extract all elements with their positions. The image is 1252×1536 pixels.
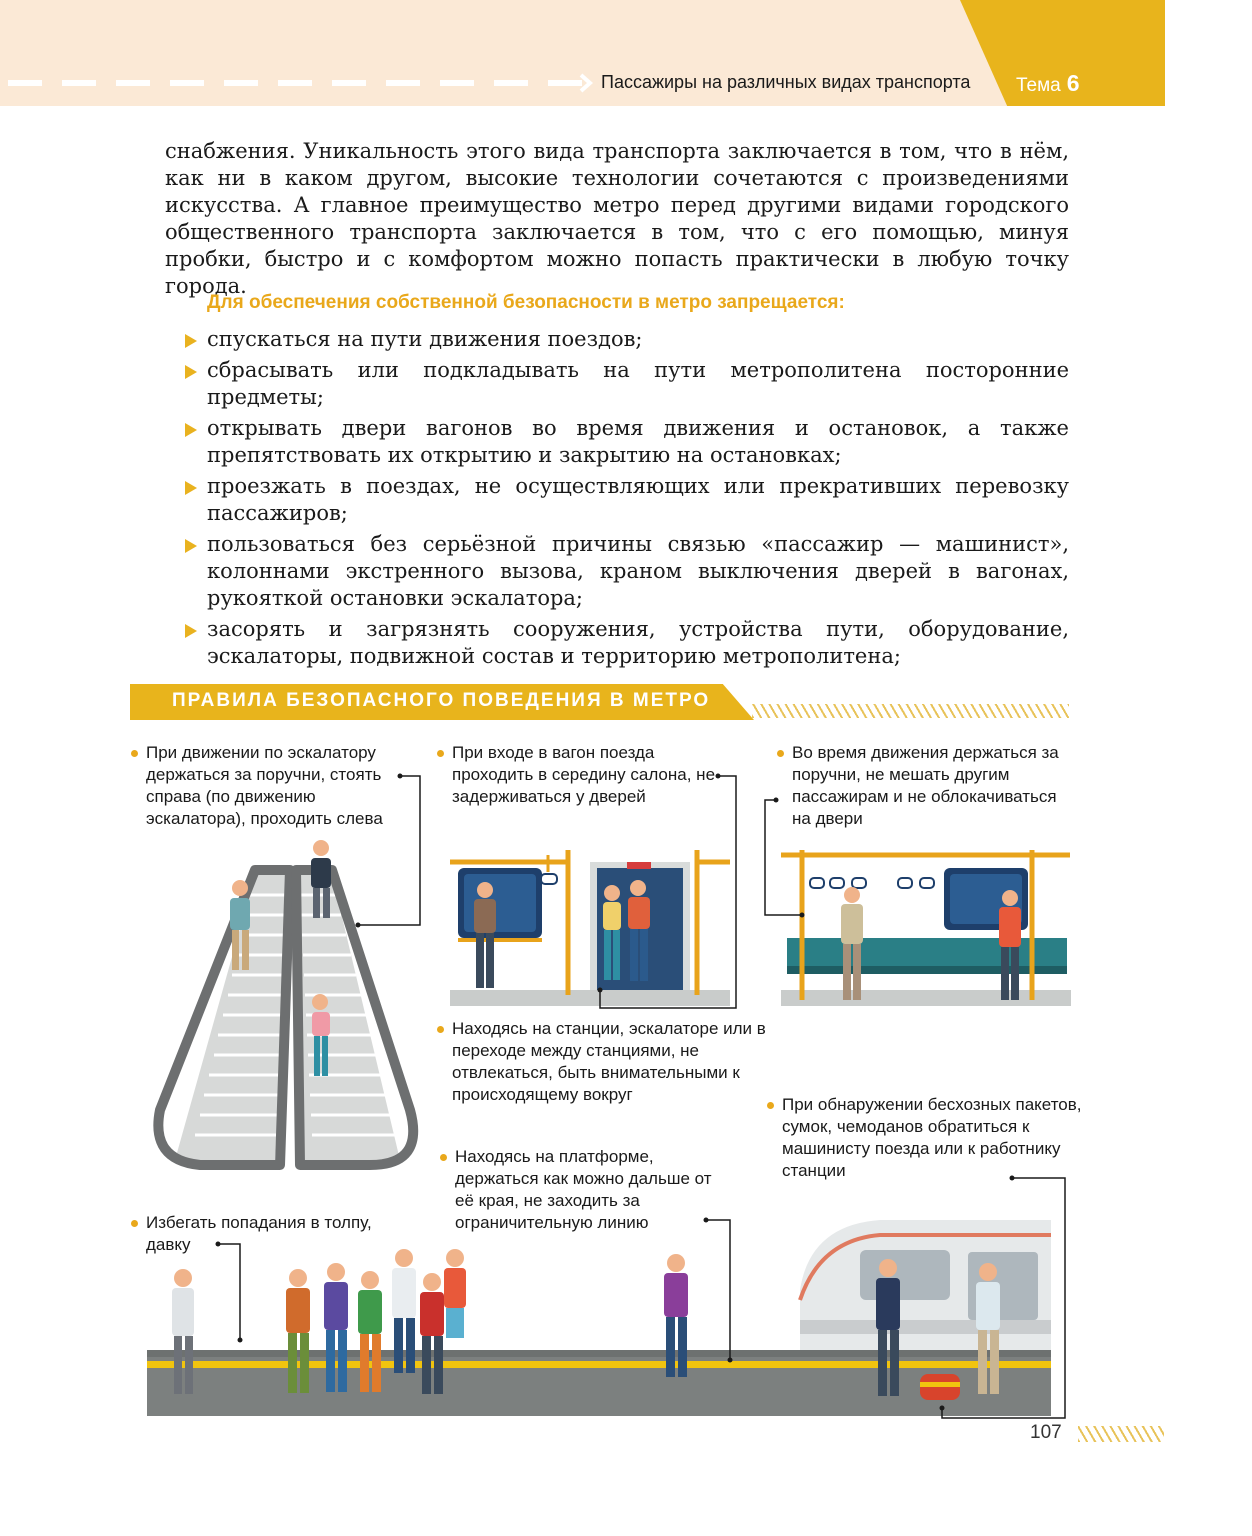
rule-entering: [452, 742, 727, 808]
rule-crowd: [146, 1212, 416, 1256]
rule-escalator: [146, 742, 416, 830]
bullet-dot-icon: [777, 750, 784, 757]
rule-text: Находясь на станции, эскалаторе или в переходе между станциями, не отвлекаться, быть внимательными к происходящему вокруг: [452, 1019, 766, 1104]
rule-text: При обнаружении бесхозных пакетов, сумок, чемоданов обратиться к машинисту поезда или к работнику станции: [782, 1095, 1082, 1180]
list-item-text: пользоваться без серьёзной причины связью «пассажир — машинист», колоннами экстренного вызова, краном выключения дверей в вагонах, рукояткой остановки эскалатора;: [207, 532, 1069, 610]
list-item-text: открывать двери вагонов во время движения и остановок, а также препятствовать их открытию и закрытию на остановках;: [207, 416, 1069, 467]
intro-text: снабжения. Уникальность этого вида транспорта заключается в том, что в нём, как ни в каком другом, высокие технологии сочетаются с произведениями искусства. А главное преимущество метро перед другими видами городского общественного транспорта заключается в том, что с его помощью, минуя пробки, быстро и с комфортом можно попасть практически в любую точку города.: [165, 139, 1069, 298]
rule-attentive: [452, 1018, 767, 1106]
bullet-dot-icon: [131, 750, 138, 757]
rule-text: Избегать попадания в толпу, давку: [146, 1213, 372, 1254]
rule-text: Во время движения держаться за поручни, не мешать другим пассажирам и не облокачиваться на двери: [792, 743, 1059, 828]
rules-banner-title: ПРАВИЛА БЕЗОПАСНОГО ПОВЕДЕНИЯ В МЕТРО: [172, 690, 711, 711]
bullet-dot-icon: [767, 1102, 774, 1109]
train-entrance-illustration: [450, 774, 736, 1009]
section-title: Пассажиры на различных видах транспорта: [601, 72, 971, 92]
bullet-dot-icon: [131, 1220, 138, 1227]
bullet-dot-icon: [437, 750, 444, 757]
rule-text: При входе в вагон поезда проходить в середину салона, не задерживаться у дверей: [452, 743, 716, 806]
bullet-dot-icon: [437, 1026, 444, 1033]
rule-text: При движении по эскалатору держаться за поручни, стоять справа (по движению эскалатора), проходить слева: [146, 743, 383, 828]
rule-text: Находясь на платформе, держаться как можно дальше от её края, не заходить за ограничительную линию: [455, 1147, 712, 1232]
escalator-illustration: [158, 774, 420, 1166]
rule-riding: [792, 742, 1072, 830]
bullet-dot-icon: [440, 1154, 447, 1161]
page-number: 107: [1030, 1422, 1062, 1443]
list-item-text: сбрасывать или подкладывать на пути метрополитена посторонние предметы;: [207, 358, 1069, 409]
rule-platform: [455, 1146, 730, 1234]
rule-unattended: [782, 1094, 1082, 1182]
theme-number: 6: [1066, 70, 1080, 96]
list-item-text: засорять и загрязнять сооружения, устройства пути, оборудование, эскалаторы, подвижной состав и территорию метрополитена;: [207, 617, 1069, 668]
list-item-text: проезжать в поездах, не осуществляющих или прекративших перевозку пассажиров;: [207, 474, 1069, 525]
footer-hatch: [1078, 1426, 1164, 1442]
prohibited-title: Для обеспечения собственной безопасности в метро запрещается:: [207, 292, 845, 313]
list-item-text: спускаться на пути движения поездов;: [207, 327, 643, 351]
theme-word: Тема: [1016, 75, 1061, 96]
